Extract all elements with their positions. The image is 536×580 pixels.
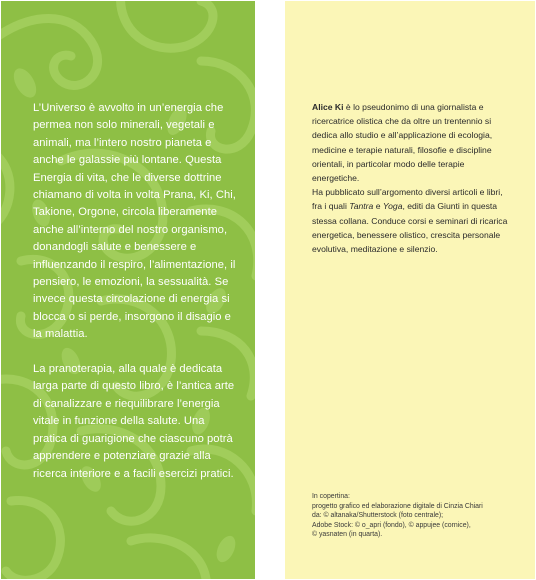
bio-text-1: è lo pseudonimo di una giornalista e ricercatrice olistica che da oltre un trentennio si dedica allo studio e all’applicazione di ecologia, medicine e terapie naturali, filosofie e discipline orientali, in particolar modo delle terapie energetiche. [312, 102, 493, 184]
description-paragraph-2: La pranoterapia, alla quale è dedicata larga parte di questo libro, è l’antica arte di canalizzare e riequilibrare l’energia vitale in funzione della salute. Una pratica di guarigione che ciascuno potrà apprendere e potenziare grazie alla ricerca interiore e a facili esercizi pratici. [33, 363, 235, 480]
bio-text-2: Ha pubblicato sull’argomento diversi articoli e libri, fra i quali [312, 187, 503, 212]
cover-credits [312, 492, 517, 540]
book-description [33, 100, 238, 483]
book-title-tantra: Tantra [349, 201, 374, 212]
book-title-yoga: Yoga [382, 201, 403, 212]
author-bio-paragraph-2 [312, 185, 514, 256]
description-paragraph-1: L’Universo è avvolto in un’energia che permea non solo minerali, vegetali e animali, ma l’intero nostro pianeta e anche le galassie più lontane. Questa Energia di vita, che le diverse dottrine chiamano di volta in volta Prana, Ki, Chi, Takione, Orgone, circola liberamente anche all’interno del nostro organismo, donandogli salute e benessere e influenzando il respiro, l’alimentazione, il pensiero, le emozioni, la sessualità. Se invece questa circolazione di energia si blocca o si perde, insorgono il disagio e la malattia. [33, 102, 236, 341]
bio-conjunction: e [373, 201, 383, 212]
front-flap [1, 1, 255, 579]
credits-line: In copertina: [312, 493, 350, 500]
flap-gutter [255, 1, 285, 579]
author-name: Alice Ki [312, 102, 344, 112]
credits-line: © yasnaten (in quarta). [312, 531, 383, 539]
author-bio-paragraph-1 [312, 100, 514, 185]
bio-text-3: , editi da Giunti in questa stessa collana. Conduce corsi e seminari di ricarica energetica, benessere olistico, crescita personale evolutiva, meditazione e silenzio. [312, 201, 508, 255]
credits-line: Adobe Stock: © o_apri (fondo), © appujee (cornice), [312, 521, 471, 529]
credits-line: progetto grafico ed elaborazione digitale di Cinzia Chiari [312, 502, 483, 510]
credits-line: da: © altanaka/Shutterstock (foto centrale); [312, 512, 444, 520]
author-bio [312, 100, 514, 256]
